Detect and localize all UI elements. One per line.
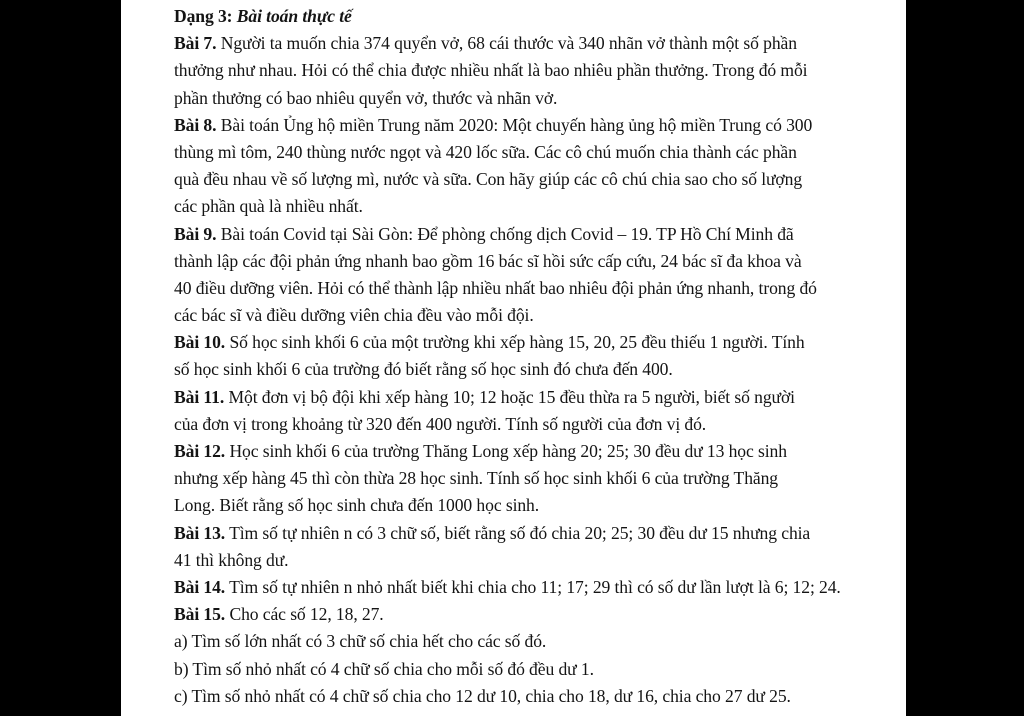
section-label: Dạng 3: (174, 6, 233, 26)
problem-line: phần thưởng có bao nhiêu quyển vở, thước và nhãn vở. (174, 87, 558, 108)
problem-line: 41 thì không dư. (174, 549, 289, 570)
problem-line (174, 438, 906, 465)
problem-14 (174, 574, 906, 601)
problem-9 (174, 221, 906, 330)
problem-text: Bài toán Covid tại Sài Gòn: Để phòng chống dịch Covid – 19. TP Hồ Chí Minh đã (220, 223, 794, 244)
problem-number: Bài 12. (174, 441, 226, 461)
problem-12 (174, 438, 906, 520)
problem-subpart-c: c) Tìm số nhỏ nhất có 4 chữ số chia cho 12 dư 10, chia cho 18, dư 16, chia cho 27 dư 25. (174, 685, 791, 706)
problem-line: thưởng như nhau. Hỏi có thể chia được nhiều nhất là bao nhiêu phần thưởng. Trong đó mỗi (174, 60, 808, 81)
document-content (174, 3, 906, 710)
problem-subpart-b: b) Tìm số nhỏ nhất có 4 chữ số chia cho mỗi số đó đều dư 1. (174, 658, 594, 679)
problem-number: Bài 14. (174, 576, 226, 597)
section-title: Bài toán thực tế (236, 6, 352, 26)
problem-number: Bài 15. (174, 604, 226, 625)
problem-line: các phần quà là nhiều nhất. (174, 196, 363, 217)
problem-line: thành lập các đội phản ứng nhanh bao gồm 16 bác sĩ hồi sức cấp cứu, 24 bác sĩ đa khoa và (174, 250, 802, 271)
document-page (121, 0, 906, 716)
problem-11 (174, 384, 906, 438)
problem-line (174, 574, 906, 601)
problem-text: Bài toán Ủng hộ miền Trung năm 2020: Một chuyến hàng ủng hộ miền Trung có 300 (220, 114, 813, 135)
problem-line (174, 520, 906, 547)
problem-line: của đơn vị trong khoảng từ 320 đến 400 người. Tính số người của đơn vị đó. (174, 413, 707, 434)
problem-text: Số học sinh khối 6 của một trường khi xếp hàng 15, 20, 25 đều thiếu 1 người. Tính (229, 332, 805, 353)
problem-text: Tìm số tự nhiên n có 3 chữ số, biết rằng số đó chia 20; 25; 30 đều dư 15 nhưng chia (229, 522, 811, 543)
problem-line: các bác sĩ và điều dưỡng viên chia đều vào mỗi đội. (174, 305, 534, 326)
section-heading (174, 3, 906, 30)
problem-line: thùng mì tôm, 240 thùng nước ngọt và 420 lốc sữa. Các cô chú muốn chia thành các phần (174, 141, 797, 162)
problem-line: Long. Biết rằng số học sinh chưa đến 1000 học sinh. (174, 495, 540, 516)
problem-8 (174, 112, 906, 221)
problem-line: quà đều nhau về số lượng mì, nước và sữa. Con hãy giúp các cô chú chia sao cho số lượng (174, 169, 803, 190)
problem-text: Cho các số 12, 18, 27. (229, 604, 384, 625)
problem-line: số học sinh khối 6 của trường đó biết rằng số học sinh đó chưa đến 400. (174, 359, 673, 380)
problem-number: Bài 9. (174, 223, 217, 244)
problem-10 (174, 329, 906, 383)
problem-text: Tìm số tự nhiên n nhỏ nhất biết khi chia cho 11; 17; 29 thì có số dư lần lượt là 6; 12; 24. (229, 576, 841, 597)
problem-number: Bài 8. (174, 114, 217, 135)
problem-number: Bài 13. (174, 522, 226, 543)
problem-subpart-a: a) Tìm số lớn nhất có 3 chữ số chia hết cho các số đó. (174, 631, 547, 652)
problem-7 (174, 30, 906, 112)
problem-number: Bài 7. (174, 33, 217, 54)
problem-number: Bài 11. (174, 386, 225, 407)
problem-text: Học sinh khối 6 của trường Thăng Long xếp hàng 20; 25; 30 đều dư 13 học sinh (229, 441, 787, 461)
problem-line (174, 384, 906, 411)
problem-text: Người ta muốn chia 374 quyển vở, 68 cái thước và 340 nhãn vở thành một số phần (220, 33, 797, 54)
problem-13 (174, 520, 906, 574)
problem-number: Bài 10. (174, 332, 226, 353)
problem-line (174, 221, 906, 248)
problem-line (174, 30, 906, 57)
problem-line: nhưng xếp hàng 45 thì còn thừa 28 học sinh. Tính số học sinh khối 6 của trường Thăng (174, 468, 779, 489)
problem-line (174, 112, 906, 139)
problem-line (174, 329, 906, 356)
problem-line (174, 601, 906, 628)
problem-line: 40 điều dưỡng viên. Hỏi có thể thành lập nhiều nhất bao nhiêu đội phản ứng nhanh, trong đó (174, 277, 817, 298)
problem-text: Một đơn vị bộ đội khi xếp hàng 10; 12 hoặc 15 đều thừa ra 5 người, biết số người (228, 386, 795, 407)
problem-15 (174, 601, 906, 710)
